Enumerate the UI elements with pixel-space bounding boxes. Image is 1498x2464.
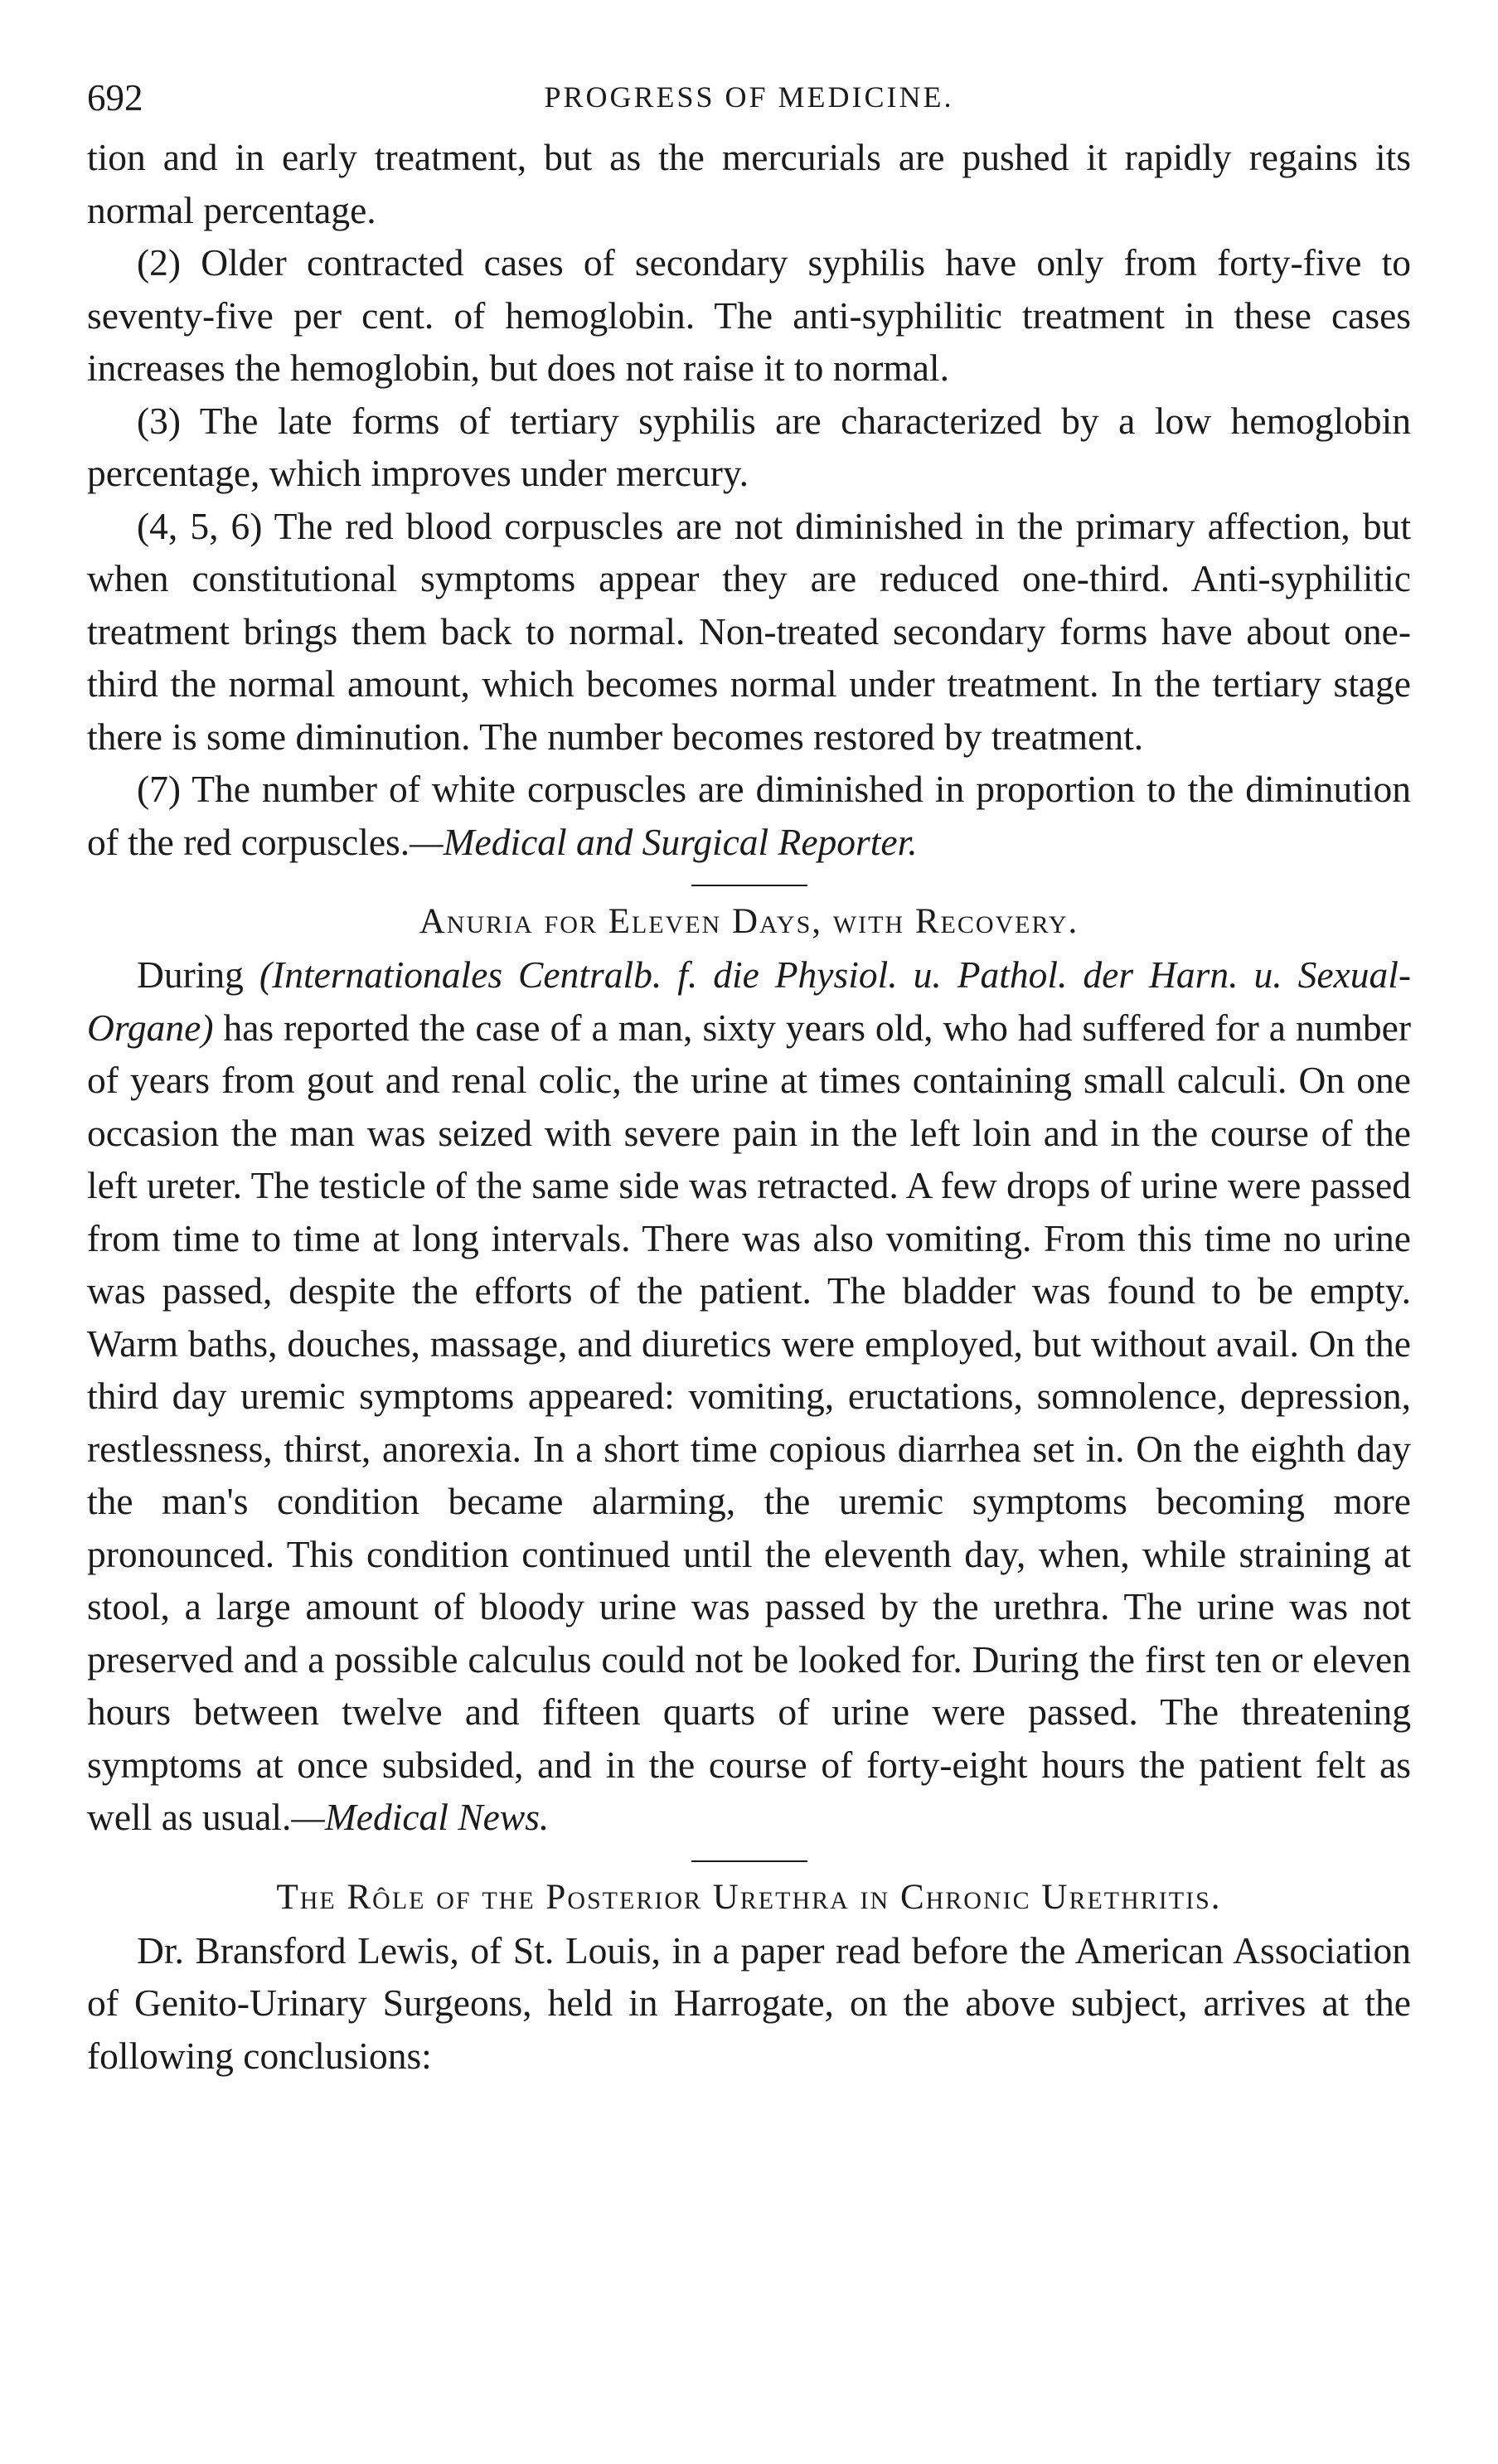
paragraph-anuria-case bbox=[87, 948, 1411, 1844]
section-divider bbox=[691, 885, 807, 886]
paragraph-point-7 bbox=[87, 763, 1411, 868]
case-text: has reported the case of a man, sixty years old, who had suffered for a number of years from gout and renal colic, the urine at times containing small calculi. On one occasion the man was seized with severe pain in the left loin and in the course of the left ureter. The testicle of the same side was retracted. A few drops of urine were passed from time to time at long intervals. There was also vomiting. From this time no urine was passed, despite the efforts of the patient. The bladder was found to be empty. Warm baths, douches, massage, and diuretics were employed, but without avail. On the third day uremic symptoms appeared: vomiting, eructations, somnolence, depression, restlessness, thirst, anorexia. In a short time copious diarrhea set in. On the eighth day the man's condition became alarming, the uremic symptoms becoming more pronounced. This condition continued until the eleventh day, when, while straining at stool, a large amount of bloody urine was passed by the urethra. The urine was not preserved and a possible calculus could not be looked for. During the first ten or eleven hours between twelve and fifteen quarts of urine were passed. The threatening symptoms at once subsided, and in the course of forty-eight hours the patient felt as well as usual. bbox=[87, 1006, 1411, 1838]
source-citation: —Medical and Surgical Reporter. bbox=[410, 820, 918, 863]
point-7-text: (7) The number of white corpuscles are diminished in proportion to the diminution of the red corpuscles. bbox=[87, 768, 1411, 863]
running-head bbox=[87, 76, 1411, 131]
paragraph-point-2: (2) Older contracted cases of secondary syphilis have only from forty-five to seventy-five per cent. of hemoglobin. The anti-syphilitic treatment in these cases increases the hemoglobin, but does not raise it to normal. bbox=[87, 241, 1411, 389]
paragraph-points-4-6: (4, 5, 6) The red blood corpuscles are not diminished in the primary affection, but when constitutional symptoms appear they are reduced one-third. Anti-syphilitic treatment brings them back to normal. Non-treated secondary forms have about one-third the normal amount, which becomes normal under treatment. In the tertiary stage there is some diminution. The number becomes restored by treatment. bbox=[87, 504, 1411, 758]
lead-text: During bbox=[137, 953, 259, 996]
section-divider bbox=[691, 1860, 807, 1862]
running-title: PROGRESS OF MEDICINE. bbox=[544, 80, 954, 114]
paragraph-point-3: (3) The late forms of tertiary syphilis are characterized by a low hemoglobin percentage, which improves under mercury. bbox=[87, 399, 1411, 494]
paragraph-urethra-intro: Dr. Bransford Lewis, of St. Louis, in a paper read before the American Association of Genito-Urinary Surgeons, held in Harrogate, on the above subject, arrives at the following conclusions: bbox=[87, 1928, 1411, 2077]
page-number: 692 bbox=[87, 77, 143, 119]
source-citation: —Medical News. bbox=[291, 1796, 550, 1838]
section-heading-anuria: Anuria for Eleven Days, with Recovery. bbox=[419, 902, 1079, 941]
paragraph-continuation: tion and in early treatment, but as the mercurials are pushed it rapidly regains its normal percentage. bbox=[87, 136, 1411, 231]
section-heading-urethra: The Rôle of the Posterior Urethra in Chronic Urethritis. bbox=[276, 1877, 1222, 1917]
journal-title: (Internationales Centralb. f. die Physiol. u. Pathol. der Harn. u. Sexual-Organe) bbox=[87, 953, 1411, 1049]
